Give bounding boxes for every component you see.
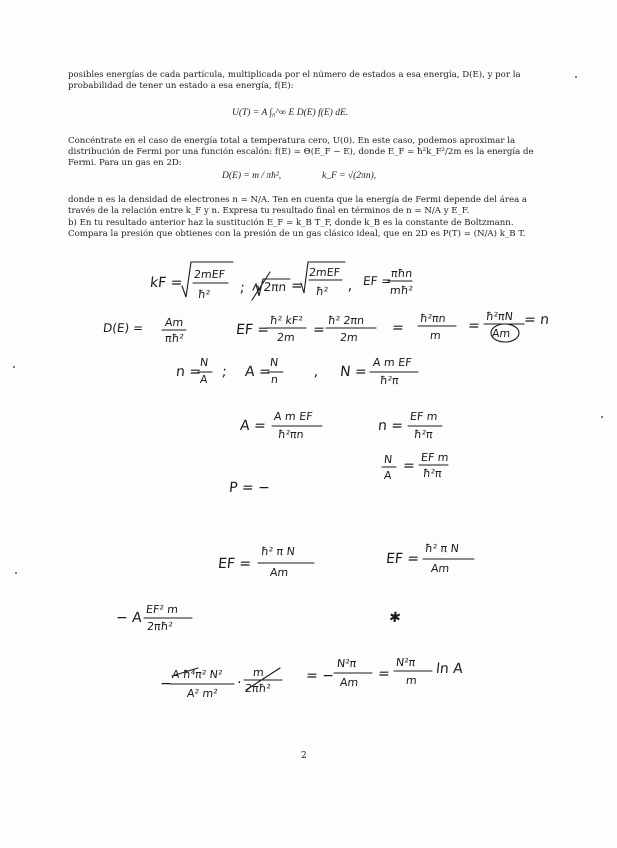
- radical-crossed: [253, 279, 290, 296]
- hw-ef-lhs: EF =: [362, 274, 393, 288]
- hw-ef5-den: Am: [491, 327, 511, 340]
- hw-negA-num: EF² m: [145, 603, 179, 616]
- hw-last-tail: ln A: [435, 661, 464, 677]
- hw-ef5-tail: = n: [523, 312, 550, 328]
- speck: [15, 572, 17, 574]
- dos-equation: D(E) = m / πħ²,: [222, 171, 282, 181]
- hw-kf2-den: ħ²: [315, 285, 329, 298]
- hw-kf-den: ħ²: [197, 288, 211, 301]
- kf-equation: k_F = √(2πn),: [322, 171, 377, 181]
- hw-ef2-num: ħ² kF²: [269, 314, 304, 327]
- hw-ef3-num: ħ² 2πn: [327, 314, 365, 327]
- hw-A-lhs: A =: [244, 364, 272, 380]
- hw-N-num: A m EF: [372, 356, 413, 369]
- page-number: 2: [301, 751, 307, 761]
- hw-ef6-den: Am: [269, 566, 289, 579]
- hw-P-line: P = −: [228, 480, 271, 496]
- hw-negA-den: 2πħ²: [146, 620, 174, 633]
- hw-last-num3: N²π: [336, 657, 357, 670]
- hw-ef7-lhs: EF =: [385, 551, 420, 567]
- hw-dos-num: Am: [164, 316, 184, 329]
- hw-ef-den: mħ²: [389, 284, 414, 297]
- hw-kf-num: 2mEF: [193, 268, 226, 281]
- hw-n2-num: EF m: [409, 410, 439, 423]
- hw-sep4: ,: [313, 364, 320, 380]
- hw-dos-lhs: D(E) =: [102, 321, 144, 335]
- hw-n-den: A: [199, 373, 209, 386]
- hw-ef6-lhs: EF =: [217, 556, 252, 572]
- hw-last-den2: 2πħ²: [244, 682, 272, 695]
- hw-ef7-num: ħ² π N: [424, 542, 460, 555]
- hw-last-den3: Am: [339, 676, 359, 689]
- hw-ef2-lhs: EF =: [235, 322, 270, 338]
- hw-dos-den: πħ²: [164, 332, 185, 345]
- hw-eq2: =: [312, 322, 326, 338]
- hw-last-num1: A ħ⁴π² N²: [171, 668, 223, 681]
- hw-A2-num: A m EF: [273, 410, 314, 423]
- hw-n-lhs: n =: [175, 364, 202, 380]
- hw-ef-num: πħn: [390, 267, 413, 280]
- strike-last2: [246, 668, 280, 690]
- hw-eq4: =: [467, 318, 481, 334]
- hw-sep2: ,: [347, 278, 354, 294]
- hw-kf2-num: 2mEF: [308, 266, 341, 279]
- hw-ef4-den: m: [429, 329, 442, 342]
- hw-last-den1: A² m²: [186, 687, 219, 700]
- circle-ef5: [491, 324, 519, 342]
- text-fermi-step: Concéntrate en el caso de energía total a temperatura cero, U(0). En este caso, podemos aproximar la distribución de Fermi por una función escalón: f(E) = Θ(E_F − E), donde E_F = ħ²k_F²/2m es la energía de Fermi. Para un gas en 2D:: [68, 136, 534, 169]
- hw-A-den: n: [270, 373, 279, 386]
- strike-last1a: [172, 668, 198, 676]
- hw-last-num4: N²π: [395, 656, 416, 669]
- hw-na-eq: =: [402, 458, 416, 474]
- speck: [601, 416, 603, 418]
- hw-na-rden: ħ²π: [422, 467, 443, 480]
- hw-last-eq2: =: [377, 666, 391, 682]
- hw-ef6-num: ħ² π N: [260, 545, 296, 558]
- hw-ef7-den: Am: [430, 562, 450, 575]
- hw-na-rnum: EF m: [420, 451, 450, 464]
- hw-last-eq: = −: [305, 668, 335, 684]
- hw-A2-lhs: A =: [239, 418, 267, 434]
- speck: [13, 366, 15, 368]
- hw-ef5-num: ħ²πN: [485, 310, 514, 323]
- radical-kf2: [301, 262, 345, 293]
- text-part-b: b) En tu resultado anterior haz la sustitución E_F = k_B T_F, donde k_B es la constante de Boltzmann. Compara la presión que obtienes con la presión de un gas clásico ideal, que en 2D es P(T) = (N/A) k_B T.: [68, 218, 526, 240]
- hw-ef2-den: 2m: [276, 331, 296, 344]
- hw-eq-sign: =: [290, 278, 304, 294]
- hw-eq3: =: [391, 320, 405, 336]
- hw-na-den: A: [383, 469, 393, 482]
- hw-sep1: ;: [239, 280, 246, 296]
- hw-ef4-num: ħ²πn: [419, 312, 447, 325]
- speck: [575, 76, 577, 78]
- hw-n2-lhs: n =: [377, 418, 404, 434]
- text-density: donde n es la densidad de electrones n = N/A. Ten en cuenta que la energía de Fermi depende del área a través de la relación entre k_F y n. Expresa tu resultado final en términos de n = N/A y E_F.: [68, 195, 528, 217]
- hw-last-den4: m: [405, 674, 418, 687]
- hw-last-dot: ·: [236, 675, 243, 691]
- energy-integral-equation: U(T) = A ∫₀^∞ E D(E) f(E) dE.: [232, 108, 349, 118]
- hw-kf-lhs: kF =: [149, 275, 184, 291]
- radical-kf: [182, 262, 233, 297]
- text-intro: posibles energías de cada partícula, multiplicada por el número de estados a esa energía, D(E), y por la probabilidad de tener un estado a esa energía, f(E):: [68, 70, 521, 92]
- hw-scribble: ✱: [388, 610, 402, 626]
- hw-sqrt-crossed: √2πn: [255, 280, 287, 294]
- hw-N-den: ħ²π: [379, 374, 400, 387]
- hw-A-num: N: [269, 356, 279, 369]
- hw-n-num: N: [199, 356, 209, 369]
- hw-na-num: N: [383, 453, 393, 466]
- hw-ef3-den: 2m: [339, 331, 359, 344]
- hw-last-lead: −: [159, 676, 173, 692]
- hw-last-num2: m: [252, 666, 265, 679]
- hw-negA: − A: [115, 610, 143, 626]
- hw-A2-den: ħ²πn: [277, 428, 305, 441]
- hw-N-lhs: N =: [339, 364, 368, 380]
- hw-sep3: ;: [221, 364, 228, 380]
- hw-n2-den: ħ²π: [413, 428, 434, 441]
